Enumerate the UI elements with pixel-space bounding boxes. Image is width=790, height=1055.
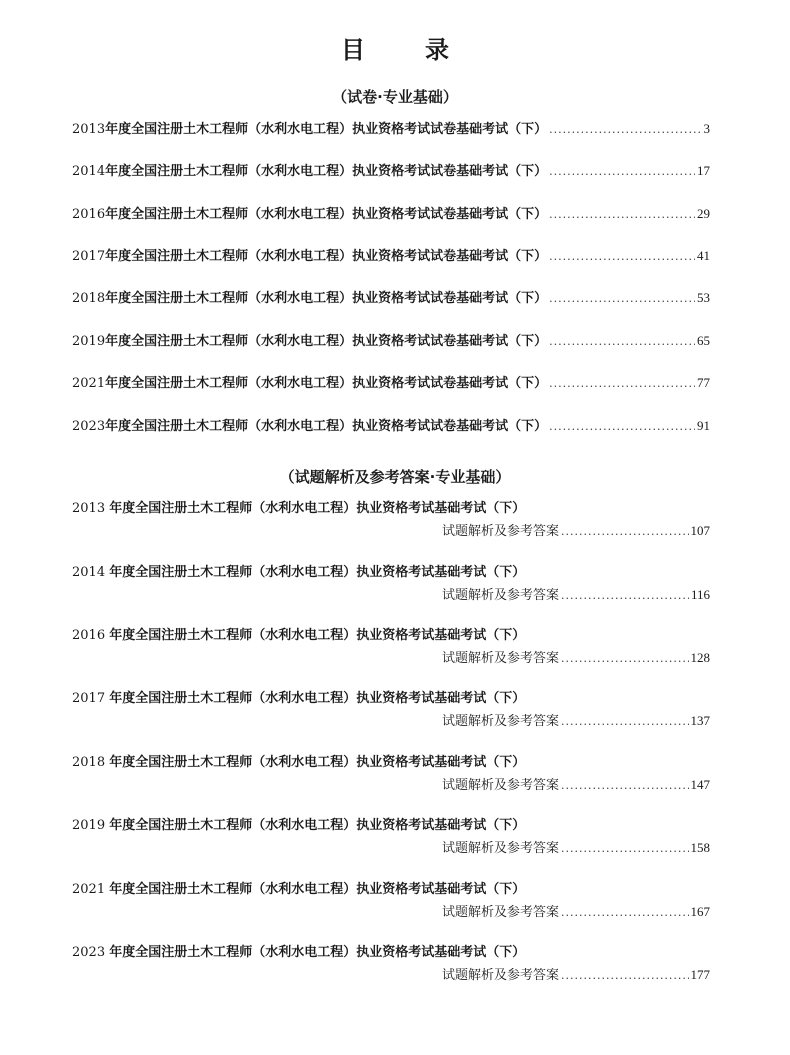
entry-page-number: 107	[690, 523, 710, 538]
entry-title: 年度全国注册土木工程师（水利水电工程）执业资格考试基础考试（下）	[109, 501, 526, 516]
dot-leader	[549, 248, 695, 266]
entry-page-number: 147	[690, 777, 710, 792]
entry-page-number: 158	[690, 840, 710, 855]
toc-entry-line1[interactable]	[72, 564, 710, 582]
entry-page-number: 177	[690, 967, 710, 982]
toc-entry-line2[interactable]	[442, 903, 710, 922]
toc-entry[interactable]	[72, 205, 710, 224]
entry-page-number: 29	[697, 206, 710, 221]
entry-year: 2016	[72, 207, 106, 222]
entry-title: 年度全国注册土木工程师（水利水电工程）执业资格考试试卷基础考试（下）	[105, 376, 548, 391]
entry-title: 年度全国注册土木工程师（水利水电工程）执业资格考试试卷基础考试（下）	[105, 122, 548, 137]
entry-title: 年度全国注册土木工程师（水利水电工程）执业资格考试基础考试（下）	[109, 565, 526, 580]
toc-entry[interactable]	[72, 162, 710, 181]
entry-title: 年度全国注册土木工程师（水利水电工程）执业资格考试试卷基础考试（下）	[105, 164, 548, 179]
entry-page-number: 3	[703, 121, 710, 136]
toc-entry-line1[interactable]	[72, 690, 710, 708]
entry-year: 2013	[72, 122, 106, 137]
entry-year: 2019	[72, 334, 106, 349]
toc-entry-line1[interactable]	[72, 754, 710, 772]
entry-year: 2021	[72, 376, 106, 391]
entry-title: 年度全国注册土木工程师（水利水电工程）执业资格考试试卷基础考试（下）	[105, 334, 548, 349]
entry-year: 2023	[72, 945, 106, 960]
toc-entry-line1[interactable]	[72, 881, 710, 899]
toc-entry-line1[interactable]	[72, 627, 710, 645]
dot-leader	[549, 290, 695, 308]
entry-page-number: 17	[697, 163, 710, 178]
entry-title: 年度全国注册土木工程师（水利水电工程）执业资格考试基础考试（下）	[109, 755, 526, 770]
entry-subtitle: 试题解析及参考答案	[442, 904, 560, 919]
section-heading-answers: （试题解析及参考答案·专业基础）	[279, 468, 511, 486]
entry-year: 2017	[72, 249, 106, 264]
entry-page-number: 91	[697, 418, 710, 433]
dot-leader	[561, 904, 688, 922]
entry-subtitle: 试题解析及参考答案	[442, 840, 560, 855]
entry-title: 年度全国注册土木工程师（水利水电工程）执业资格考试基础考试（下）	[109, 945, 526, 960]
entry-year: 2018	[72, 755, 106, 770]
entry-year: 2019	[72, 818, 106, 833]
entry-subtitle: 试题解析及参考答案	[442, 967, 560, 982]
entry-year: 2013	[72, 501, 106, 516]
dot-leader	[561, 713, 688, 731]
dot-leader	[549, 375, 695, 393]
toc-entry[interactable]	[72, 332, 710, 351]
dot-leader	[549, 121, 701, 139]
toc-entry-line2[interactable]	[442, 649, 710, 668]
entry-year: 2018	[72, 291, 106, 306]
entry-subtitle: 试题解析及参考答案	[442, 777, 560, 792]
dot-leader	[549, 163, 695, 181]
entry-year: 2014	[72, 565, 106, 580]
entry-page-number: 41	[697, 248, 710, 263]
entry-page-number: 137	[690, 713, 710, 728]
entry-year: 2016	[72, 628, 106, 643]
toc-entry-line2[interactable]	[442, 712, 710, 731]
dot-leader	[561, 777, 688, 795]
dot-leader	[549, 333, 695, 351]
entry-subtitle: 试题解析及参考答案	[442, 650, 560, 665]
toc-entry-line1[interactable]	[72, 944, 710, 962]
entry-page-number: 53	[697, 290, 710, 305]
dot-leader	[549, 418, 695, 436]
dot-leader	[561, 523, 688, 541]
dot-leader	[561, 587, 689, 605]
entry-title: 年度全国注册土木工程师（水利水电工程）执业资格考试基础考试（下）	[109, 691, 526, 706]
entry-subtitle: 试题解析及参考答案	[442, 587, 560, 602]
toc-entry[interactable]	[72, 247, 710, 266]
entry-title: 年度全国注册土木工程师（水利水电工程）执业资格考试基础考试（下）	[109, 628, 526, 643]
entry-year: 2021	[72, 882, 106, 897]
toc-entry[interactable]	[72, 417, 710, 436]
entry-title: 年度全国注册土木工程师（水利水电工程）执业资格考试试卷基础考试（下）	[105, 291, 548, 306]
entry-title: 年度全国注册土木工程师（水利水电工程）执业资格考试试卷基础考试（下）	[105, 207, 548, 222]
entry-page-number: 128	[690, 650, 710, 665]
entry-title: 年度全国注册土木工程师（水利水电工程）执业资格考试基础考试（下）	[109, 818, 526, 833]
toc-entry-line1[interactable]	[72, 817, 710, 835]
toc-entry[interactable]	[72, 374, 710, 393]
dot-leader	[561, 967, 688, 985]
toc-entry[interactable]	[72, 120, 710, 139]
entry-page-number: 65	[697, 333, 710, 348]
entry-title: 年度全国注册土木工程师（水利水电工程）执业资格考试试卷基础考试（下）	[105, 419, 548, 434]
entry-title: 年度全国注册土木工程师（水利水电工程）执业资格考试基础考试（下）	[109, 882, 526, 897]
entry-page-number: 116	[690, 587, 710, 602]
toc-entry-line2[interactable]	[442, 522, 710, 541]
toc-entry-line2[interactable]	[442, 586, 710, 605]
entry-year: 2014	[72, 164, 106, 179]
entry-year: 2017	[72, 691, 106, 706]
toc-entry-line2[interactable]	[442, 839, 710, 858]
entry-subtitle: 试题解析及参考答案	[442, 713, 560, 728]
toc-entry-line2[interactable]	[442, 966, 710, 985]
toc-entry[interactable]	[72, 289, 710, 308]
dot-leader	[561, 650, 688, 668]
entry-title: 年度全国注册土木工程师（水利水电工程）执业资格考试试卷基础考试（下）	[105, 249, 548, 264]
toc-entry-line2[interactable]	[442, 776, 710, 795]
dot-leader	[561, 840, 688, 858]
dot-leader	[549, 206, 695, 224]
entry-subtitle: 试题解析及参考答案	[442, 523, 560, 538]
entry-page-number: 77	[697, 375, 710, 390]
entry-page-number: 167	[690, 904, 710, 919]
section-heading-exam-papers: （试卷·专业基础）	[332, 88, 458, 106]
toc-entry-line1[interactable]	[72, 500, 710, 518]
page-title: 目 录	[341, 36, 467, 64]
entry-year: 2023	[72, 419, 106, 434]
